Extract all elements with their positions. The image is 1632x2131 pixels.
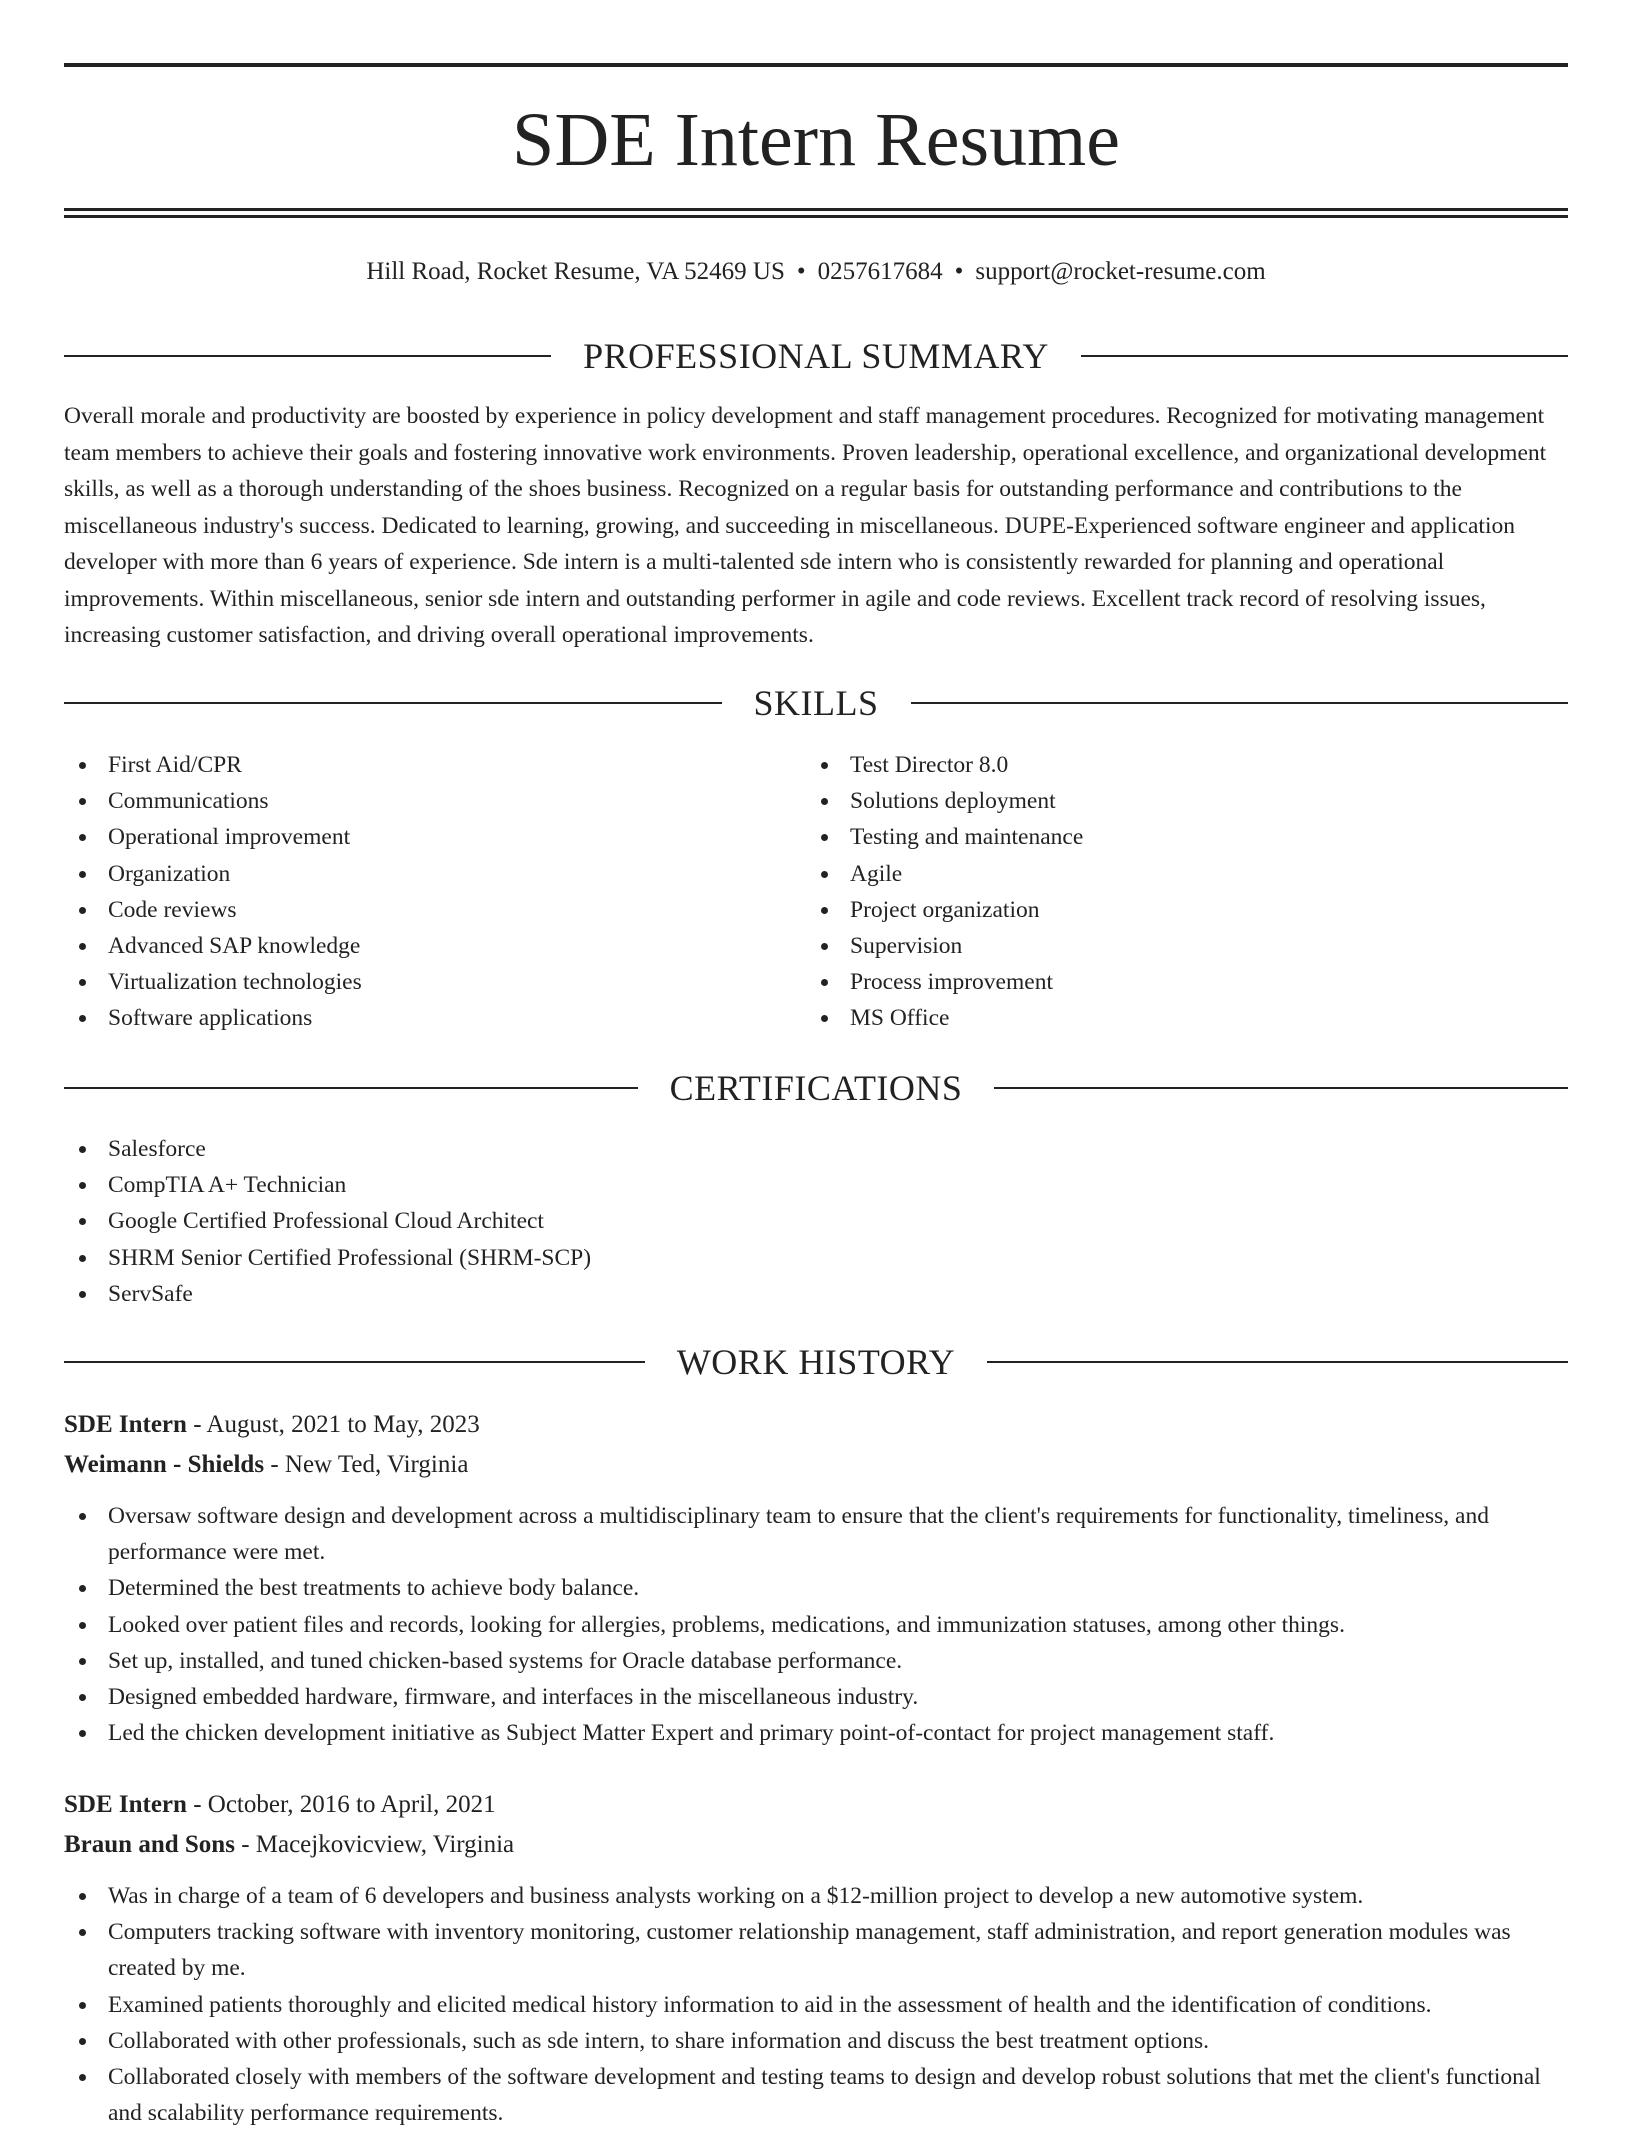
job-bullet: Examined patients thoroughly and elicited medical history information to aid in the assessment of health and the identification of conditions. [64,1987,1568,2023]
job-title: SDE Intern [64,1791,187,1818]
skill-item: Virtualization technologies [64,964,764,1000]
job-bullet: Collaborated closely with members of the software development and testing teams to design and develop robust solutions that met the client's functional and scalability performance requirements. [64,2059,1568,2131]
heading-rule-left [64,355,551,357]
skill-item: First Aid/CPR [64,747,764,783]
skill-item: Communications [64,783,764,819]
skills-heading-label: SKILLS [753,683,879,723]
heading-rule-right [1081,355,1568,357]
skill-item: Solutions deployment [806,783,1506,819]
skill-item: Software applications [64,1000,764,1036]
job-bullet: Led the chicken development initiative as Subject Matter Expert and primary point-of-contact for project management staff. [64,1715,1568,1751]
job-location: - Macejkovicview, Virginia [234,1831,515,1858]
job-company-line [64,1446,1568,1484]
job-bullets [64,1498,1568,1751]
heading-rule-left [64,1087,638,1089]
certification-item: Salesforce [64,1131,1568,1167]
job-location: - New Ted, Virginia [264,1451,469,1478]
contact-separator: • [954,258,964,285]
skill-item: Organization [64,856,764,892]
certifications-heading-label: CERTIFICATIONS [669,1068,963,1108]
job-title: SDE Intern [64,1411,187,1438]
job-bullet: Oversaw software design and development across a multidisciplinary team to ensure that the client's requirements for functionality, timeliness, and performance were met. [64,1498,1568,1570]
job-company-line [64,1826,1568,1864]
contact-phone: 0257617684 [817,258,943,285]
certification-item: Google Certified Professional Cloud Architect [64,1203,1568,1239]
job-bullets [64,1878,1568,2131]
job-company: Weimann - Shields [64,1451,265,1478]
title-rule-lower [64,215,1568,218]
summary-text: Overall morale and productivity are boosted by experience in policy development and staff management procedures. Recognized for motivating management team members to achieve their goals and fostering innovative work environments. Proven leadership, operational excellence, and organizational development skills, as well as a thorough understanding of the shoes business. Recognized on a regular basis for outstanding performance and contributions to the miscellaneous industry's success. Dedicated to learning, growing, and succeeding in miscellaneous. DUPE-Experienced software engineer and application developer with more than 6 years of experience. Sde intern is a multi-talented sde intern who is consistently rewarded for planning and operational improvements. Within miscellaneous, senior sde intern and outstanding performer in agile and code reviews. Excellent track record of resolving issues, increasing customer satisfaction, and driving overall operational improvements. [64,403,1547,648]
skills-list-left [64,747,764,1037]
job-bullet: Was in charge of a team of 6 developers and business analysts working on a $12-million project to develop a new automotive system. [64,1878,1568,1914]
heading-rule-left [64,702,722,704]
heading-rule-right [987,1361,1568,1363]
skills-heading [64,681,1568,725]
top-rule [64,63,1568,67]
job-bullet: Computers tracking software with inventory monitoring, customer relationship management, staff administration, and report generation modules was created by me. [64,1914,1568,1986]
contact-address: Hill Road, Rocket Resume, VA 52469 US [366,258,785,285]
skill-item: Code reviews [64,892,764,928]
skill-item: Operational improvement [64,819,764,855]
job-bullet: Collaborated with other professionals, such as sde intern, to share information and discuss the best treatment options. [64,2023,1568,2059]
skill-item: Advanced SAP knowledge [64,928,764,964]
certification-item: CompTIA A+ Technician [64,1167,1568,1203]
heading-rule-left [64,1361,645,1363]
job-bullet: Set up, installed, and tuned chicken-based systems for Oracle database performance. [64,1643,1568,1679]
contact-separator: • [796,258,806,285]
certification-item: ServSafe [64,1276,1568,1312]
heading-rule-right [911,702,1569,704]
skill-item: Process improvement [806,964,1506,1000]
summary-heading-label: PROFESSIONAL SUMMARY [583,336,1049,376]
title-rule-upper [64,208,1568,211]
job-dates: - August, 2021 to May, 2023 [186,1411,480,1438]
resume-title: SDE Intern Resume [512,98,1120,182]
contact-email: support@rocket-resume.com [975,258,1266,285]
job-title-line [64,1786,1568,1824]
summary-heading [64,334,1568,378]
heading-rule-right [994,1087,1568,1089]
skill-item: Agile [806,856,1506,892]
work-history-heading-label: WORK HISTORY [676,1342,956,1382]
certification-item: SHRM Senior Certified Professional (SHRM-SCP) [64,1240,1568,1276]
skill-item: Testing and maintenance [806,819,1506,855]
skill-item: Test Director 8.0 [806,747,1506,783]
skill-item: Project organization [806,892,1506,928]
skill-item: MS Office [806,1000,1506,1036]
work-history-heading [64,1340,1568,1384]
contact-line [64,254,1568,290]
skills-list-right [806,747,1506,1037]
job-title-line [64,1406,1568,1444]
job-dates: - October, 2016 to April, 2021 [186,1791,496,1818]
certifications-heading [64,1066,1568,1110]
job-bullet: Looked over patient files and records, looking for allergies, problems, medications, and immunization statuses, among other things. [64,1607,1568,1643]
certifications-list [64,1131,1568,1312]
skill-item: Supervision [806,928,1506,964]
job-bullet: Determined the best treatments to achieve body balance. [64,1570,1568,1606]
job-company: Braun and Sons [64,1831,235,1858]
job-bullet: Designed embedded hardware, firmware, and interfaces in the miscellaneous industry. [64,1679,1568,1715]
